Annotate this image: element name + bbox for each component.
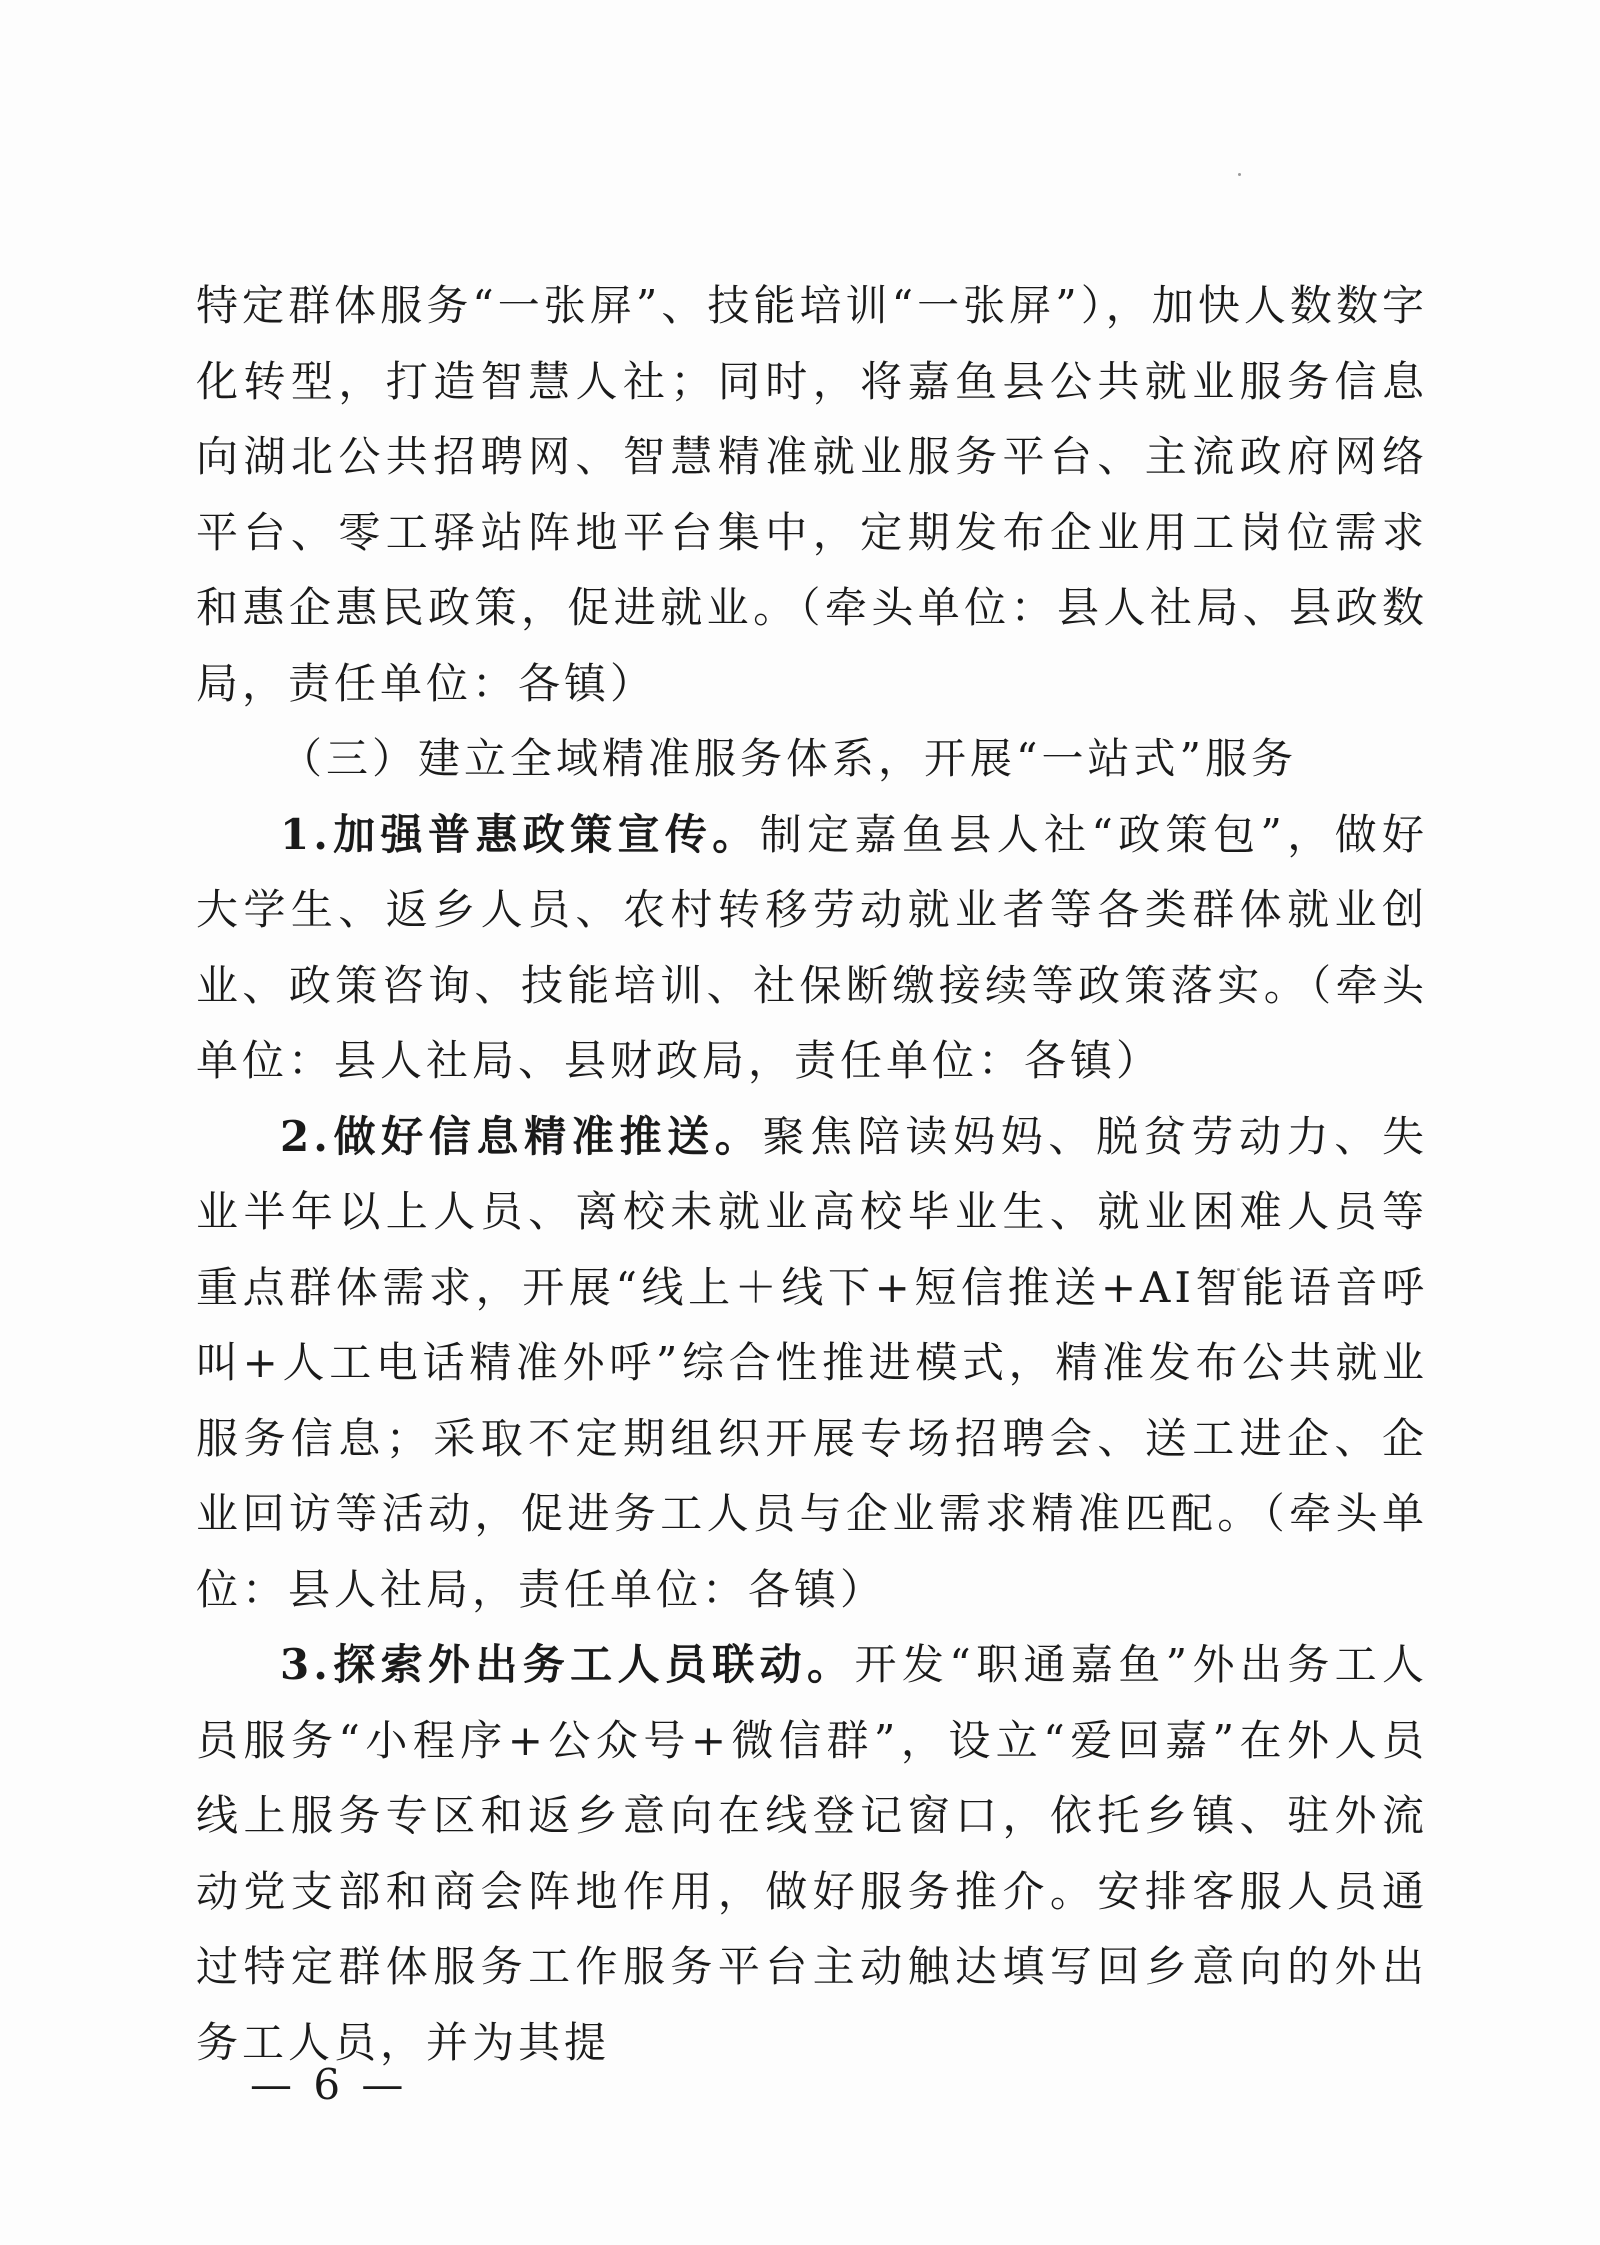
list-item-migrant-linkage [196, 1627, 1428, 2080]
list-item-lead: 3.探索外出务工人员联动。 [280, 1640, 855, 1689]
paragraph-continuation [196, 268, 1428, 721]
document-body [196, 268, 1428, 2080]
list-item-text: 制定嘉鱼县人社“政策包”，做好大学生、返乡人员、农村转移劳动就业者等各类群体就业创业、政策咨询、技能培训、社保断缴接续等政策落实。（牵头单位：县人社局、县财政局，责任单位：各镇） [196, 809, 1428, 1085]
list-item-text: 聚焦陪读妈妈、脱贫劳动力、失业半年以上人员、离校未就业高校毕业生、就业困难人员等重点群体需求，开展“线上＋线下+短信推送+AI智能语音呼叫+人工电话精准外呼”综合性推进模式，精准发布公共就业服务信息；采取不定期组织开展专场招聘会、送工进企、企业回访等活动，促进务工人员与企业需求精准匹配。（牵头单位：县人社局，责任单位：各镇） [196, 1111, 1428, 1614]
scan-speck [1238, 173, 1241, 176]
list-item-lead: 2.做好信息精准推送。 [280, 1111, 763, 1161]
section-heading [196, 721, 1428, 797]
list-item-precise-push [196, 1099, 1428, 1628]
section-heading-text: （三）建立全域精准服务体系，开展“一站式”服务 [280, 734, 1297, 783]
list-item-policy-promotion [196, 797, 1428, 1099]
list-item-text: 开发“职通嘉鱼”外出务工人员服务“小程序+公众号+微信群”，设立“爱回嘉”在外人员线上服务专区和返乡意向在线登记窗口，依托乡镇、驻外流动党支部和商会阵地作用，做好服务推介。安排客服人员通过特定群体服务工作服务平台主动触达填写回乡意向的外出务工人员，并为其提 [196, 1640, 1428, 2067]
paragraph-text: 特定群体服务“一张屏”、技能培训“一张屏”），加快人数数字化转型，打造智慧人社；同时，将嘉鱼县公共就业服务信息向湖北公共招聘网、智慧精准就业服务平台、主流政府网络平台、零工驿站阵地平台集中，定期发布企业用工岗位需求和惠企惠民政策，促进就业。（牵头单位：县人社局、县政数局，责任单位：各镇） [196, 281, 1428, 708]
page-number: — 6 — [250, 2060, 408, 2109]
list-item-lead: 1.加强普惠政策宣传。 [280, 809, 760, 859]
